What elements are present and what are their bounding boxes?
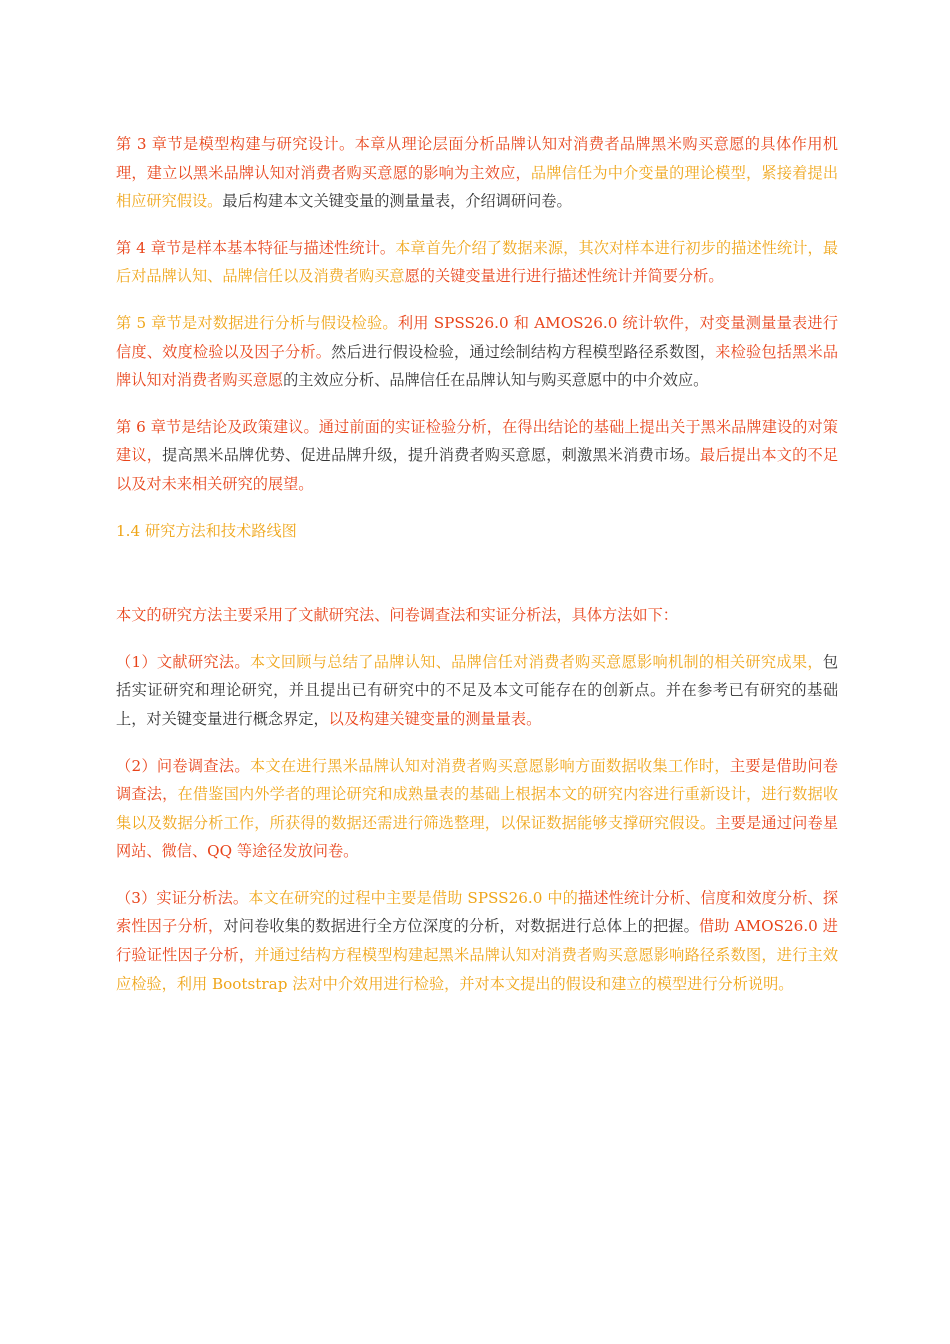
text-segment: 本文在研究的过程中主要是借助 SPSS26.0 中的 <box>248 888 578 907</box>
text-segment: 品牌信任为中介变量的理论模型，紧接着提出相应研究假设。 <box>116 163 839 211</box>
text-segment: 本章首先介绍了数据来源，其次对样本进行初步的描述性统计，最后对品牌认知、品牌信任以及消费者购买意 <box>116 238 839 286</box>
text-segment: 第 6 章节是结论及政策建议。通过前面的实证检验分析，在得出结论的基础上提出关于黑米品牌建设的对策建议， <box>116 417 838 465</box>
text-segment: 第 4 章节是样本基本特征与描述性统计。 <box>116 238 396 257</box>
research-methods <box>116 601 838 998</box>
method-paragraph-intro <box>116 601 838 630</box>
text-segment: 愿的关键变量进行进行描述性统计并简要分析。 <box>404 267 724 286</box>
text-segment: 主要是借助问卷调查法， <box>116 756 838 804</box>
text-segment: 第 5 章节是对数据进行分析与假设检验。 <box>116 313 398 332</box>
chapter-summaries <box>116 130 838 499</box>
text-segment: 然后进行假设检验，通过绘制结构方程模型路径系数图， <box>331 342 716 361</box>
text-segment: 借助 AMOS26.0 进行验证性因子分析， <box>116 917 838 965</box>
paragraph-ch5 <box>116 309 838 395</box>
text-segment: 以及构建关键变量的测量量表。 <box>328 709 542 728</box>
text-segment: 来检验包括黑米品牌认知对消费者购买意愿 <box>116 342 839 390</box>
paragraph-ch3 <box>116 130 838 216</box>
text-segment: 包括实证研究和理论研究，并且提出已有研究中的不足及本文可能存在的创新点。并在参考已有研究的基础上，对关键变量进行概念界定， <box>116 652 838 728</box>
paragraph-ch4 <box>116 234 838 291</box>
text-segment: 提高黑米品牌优势、促进品牌升级，提升消费者购买意愿，刺激黑米消费市场。 <box>162 446 700 465</box>
method-paragraph-m3 <box>116 884 838 998</box>
text-segment: 最后构建本文关键变量的测量量表，介绍调研问卷。 <box>222 192 572 211</box>
text-segment: 最后提出本文的不足以及对未来相关研究的展望。 <box>116 446 839 493</box>
method-paragraph-m1 <box>116 648 838 734</box>
text-segment: （2）问卷调查法。 <box>116 756 250 775</box>
text-segment: 主要是通过问卷星网站、微信、QQ 等途径发放问卷。 <box>116 813 839 861</box>
text-segment: （1）文献研究法。 <box>116 652 250 671</box>
section-gap <box>116 545 838 601</box>
text-segment: 描述性统计分析、信度和效度分析、探索性因子分析， <box>116 888 839 936</box>
text-segment: 第 3 章节是模型构建与研究设计。本章从理论层面分析品牌认知对消费者品牌黑米购买意愿的具体作用机理，建立以黑米品牌认知对消费者购买意愿的影响为主效应， <box>116 135 838 182</box>
method-paragraph-m2 <box>116 752 838 866</box>
text-segment: 对问卷收集的数据进行全方位深度的分析，对数据进行总体上的把握。 <box>223 917 699 936</box>
text-segment: 本文在进行黑米品牌认知对消费者购买意愿影响方面数据收集工作时， <box>249 756 730 775</box>
text-segment: 的主效应分析、品牌信任在品牌认知与购买意愿中的中介效应。 <box>283 371 709 390</box>
text-segment: 利用 SPSS26.0 和 AMOS26.0 统计软件，对变量测量量表进行信度、效度检验以及因子分析。 <box>116 313 839 361</box>
text-segment: 在借鉴国内外学者的理论研究和成熟量表的基础上根据本文的研究内容进行重新设计，进行数据收集以及数据分析工作，所获得的数据还需进行筛选整理，以保证数据能够支撑研究假设。 <box>116 785 839 832</box>
paragraph-ch6 <box>116 413 838 499</box>
section-heading: 1.4 研究方法和技术路线图 <box>116 521 297 540</box>
text-segment: 并通过结构方程模型构建起黑米品牌认知对消费者购买意愿影响路径系数图，进行主效应检验，利用 Bootstrap 法对中介效用进行检验，并对本文提出的假设和建立的模型进行分析说明。 <box>116 946 839 993</box>
text-segment: 本文回顾与总结了品牌认知、品牌信任对消费者购买意愿影响机制的相关研究成果， <box>249 652 823 671</box>
text-segment: 本文的研究方法主要采用了文献研究法、问卷调查法和实证分析法，具体方法如下： <box>116 606 678 625</box>
document-page <box>116 130 838 1016</box>
text-segment: （3）实证分析法。 <box>116 888 249 907</box>
